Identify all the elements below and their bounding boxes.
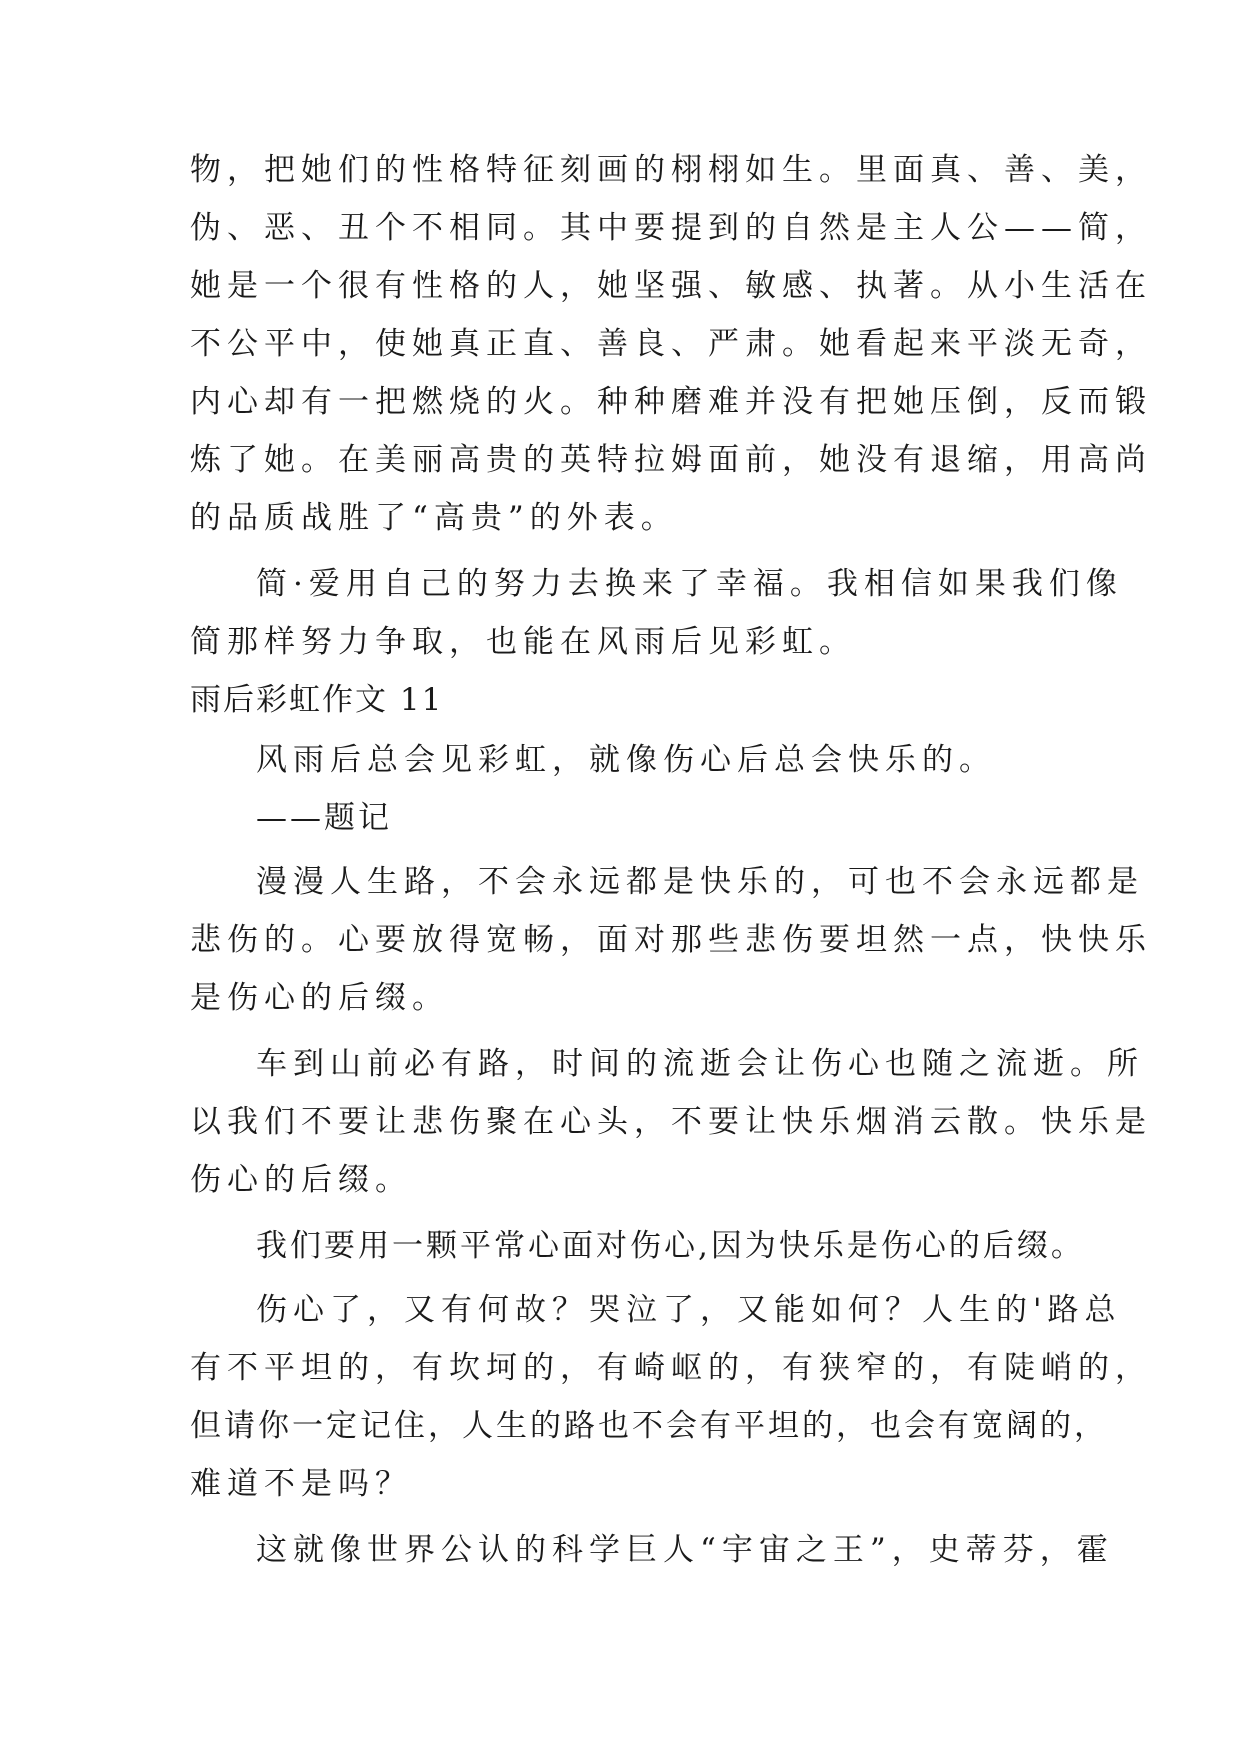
paragraph-line: 的品质战胜了“高贵”的外表。 <box>190 500 678 536</box>
paragraph-line: 车到山前必有路，时间的流逝会让伤心也随之流逝。所 <box>256 1046 1144 1082</box>
paragraph-line: 不公平中，使她真正直、善良、严肃。她看起来平淡无奇， <box>190 326 1152 362</box>
paragraph-line: 简·爱用自己的努力去换来了幸福。我相信如果我们像 <box>256 566 1123 602</box>
paragraph-line: 炼了她。在美丽高贵的英特拉姆面前，她没有退缩，用高尚 <box>190 442 1152 478</box>
paragraph-line: 简那样努力争取，也能在风雨后见彩虹。 <box>190 624 856 660</box>
paragraph-line: 物，把她们的性格特征刻画的栩栩如生。里面真、善、美， <box>190 152 1152 188</box>
section-heading: 雨后彩虹作文 11 <box>190 682 444 718</box>
paragraph-line: 是伤心的后缀。 <box>190 980 449 1016</box>
paragraph-line: 难道不是吗？ <box>190 1466 412 1502</box>
paragraph-line: 伪、恶、丑个不相同。其中要提到的自然是主人公——简， <box>190 210 1152 246</box>
paragraph-line: 伤心的后缀。 <box>190 1162 412 1198</box>
paragraph-line: 悲伤的。心要放得宽畅，面对那些悲伤要坦然一点，快快乐 <box>190 922 1152 958</box>
paragraph-line: 我们要用一颗平常心面对伤心,因为快乐是伤心的后缀。 <box>256 1228 1085 1264</box>
paragraph-line: 但请你一定记住，人生的路也不会有平坦的，也会有宽阔的， <box>190 1408 1108 1444</box>
paragraph-line: 以我们不要让悲伤聚在心头，不要让快乐烟消云散。快乐是 <box>190 1104 1152 1140</box>
paragraph-line: 漫漫人生路，不会永远都是快乐的，可也不会永远都是 <box>256 864 1144 900</box>
paragraph-line: 有不平坦的，有坎坷的，有崎岖的，有狭窄的，有陡峭的， <box>190 1350 1152 1386</box>
paragraph-line: 这就像世界公认的科学巨人“宇宙之王”，史蒂芬，霍 <box>256 1532 1114 1568</box>
epigraph-line: 风雨后总会见彩虹，就像伤心后总会快乐的。 <box>256 742 996 778</box>
paragraph-line: 她是一个很有性格的人，她坚强、敏感、执著。从小生活在 <box>190 268 1152 304</box>
paragraph-line: 伤心了，又有何故？哭泣了，又能如何？人生的'路总 <box>256 1292 1122 1328</box>
epigraph-attribution: ——题记 <box>256 800 392 836</box>
paragraph-line: 内心却有一把燃烧的火。种种磨难并没有把她压倒，反而锻 <box>190 384 1152 420</box>
